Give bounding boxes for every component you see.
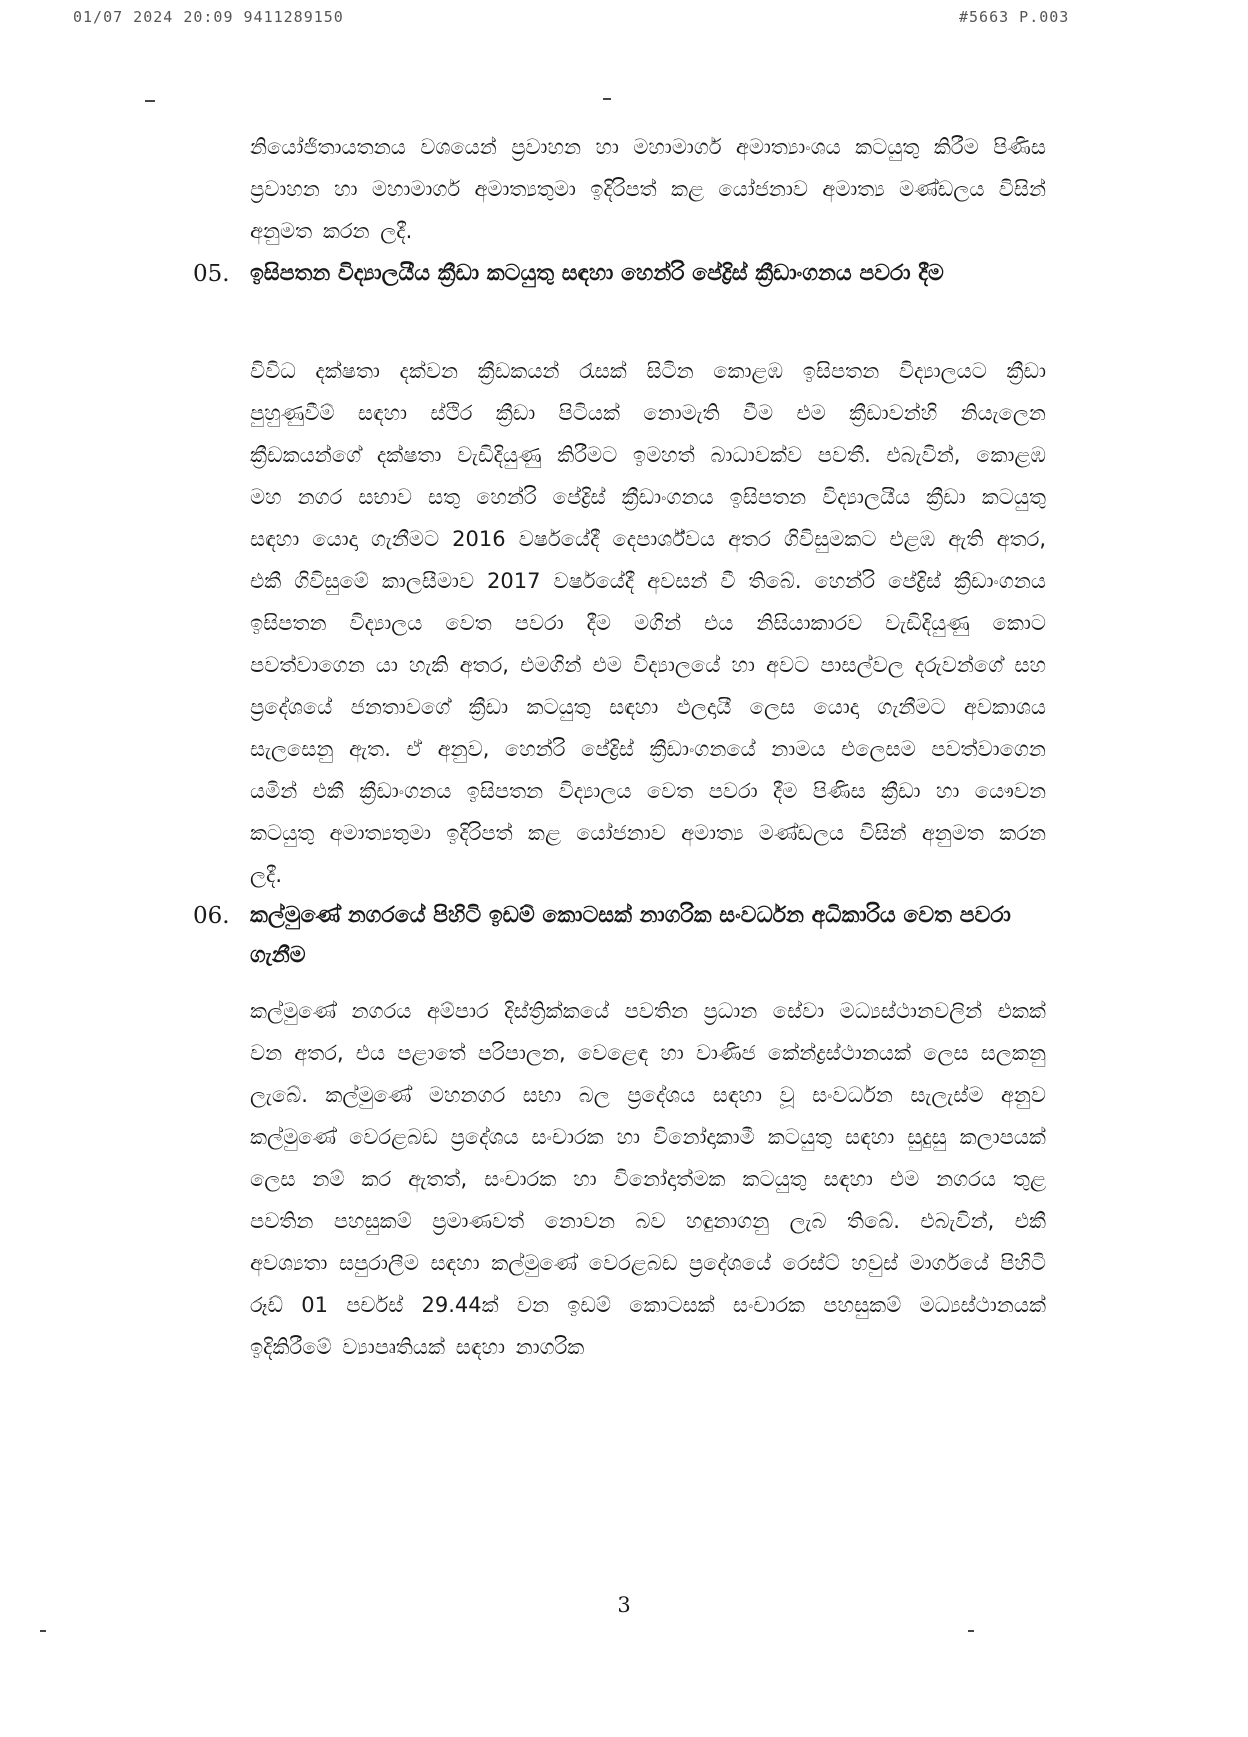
margin-mark-center: [603, 98, 611, 100]
section-title-06: කල්මුණේ නගරයේ පිහිටි ඉඩම් කොටසක් නාගරික සංවර්ධන අධිකාරිය වෙත පවරා ගැනීම: [250, 903, 1011, 968]
section-body-06: කල්මුණේ නගරය අම්පාර දිස්ත්‍රික්කයේ පවතින ප්‍රධාන සේවා මධ්‍යස්ථානවලින් එකක් වන අතර, එය පළාතේ පරිපාලන, වෙළෙඳ හා වාණිජ කේන්ද්‍රස්ථානයක් ලෙස සලකනු ලැබේ. කල්මුණේ මහනගර සභා බල ප්‍රදේශය සඳහා වූ සංවර්ධන සැලැස්ම අනුව කල්මුණේ වෙරළබඩ ප්‍රදේශය සංචාරක හා විනෝදාකාමී කටයුතු සඳහා සුදුසු කලාපයක් ලෙස නම් කර ඇතත්, සංචාරක හා විනෝදාත්මක කටයුතු සඳහා එම නගරය තුළ පවතින පහසුකම් ප්‍රමාණවත් නොවන බව හඳුනාගනු ලැබ තිබේ. එබැවින්, එකී අවශ්‍යතා සපුරාලීම සඳහා කල්මුණේ වෙරළබඩ ප්‍රදේශයේ රෙස්ට් හවුස් මාර්ගයේ පිහිටි රූඩ් 01 පර්චස් 29.44ක් වන ඉඩම් කොටසක් සංචාරක පහසුකම් මධ්‍යස්ථානයක් ඉදිකිරීමේ ව්‍යාපෘතියක් සඳහා නාගරික: [250, 999, 1046, 1359]
fax-date-time-number: 01/07 2024 20:09 9411289150: [73, 8, 344, 26]
footer-mark-right: [968, 1630, 974, 1632]
section-number-06: 06.: [193, 903, 230, 929]
fax-header: [0, 8, 1248, 32]
section-number-05: 05.: [193, 261, 230, 287]
footer-mark-left: [40, 1630, 46, 1632]
section-title-05: ඉසිපතන විද්‍යාලයීය ක්‍රීඩා කටයුතු සඳහා හෙන්රි පේද්‍රිස් ක්‍රීඩාංගනය පවරා දීම: [250, 261, 944, 286]
intro-paragraph: නියෝජිතායතනය වශයෙන් ප්‍රවාහන හා මහාමාර්ග අමාත්‍යාංශය කටයුතු කිරීම පිණිස ප්‍රවාහන හා මහාමාර්ග අමාත්‍යතුමා ඉදිරිපත් කළ යෝජනාව අමාත්‍ය මණ්ඩලය විසින් අනුමත කරන ලදී.: [250, 135, 1046, 243]
margin-mark-left: [145, 100, 155, 102]
fax-job-page-id: #5663 P.003: [959, 8, 1070, 26]
section-body-05: විවිධ දක්ෂතා දක්වන ක්‍රීඩකයන් රැසක් සිටින කොළඹ ඉසිපතන විද්‍යාලයට ක්‍රීඩා පුහුණුවීම් සඳහා ස්ථිර ක්‍රීඩා පිටියක් නොමැති වීම එම ක්‍රීඩාවන්හි නියැලෙන ක්‍රීඩකයන්ගේ දක්ෂතා වැඩිදියුණු කිරීමට ඉමහත් බාධාවක්ව පවතී. එබැවින්, කොළඹ මහ නගර සභාව සතු හෙන්රි පේද්‍රිස් ක්‍රීඩාංගනය ඉසිපතන විද්‍යාලයීය ක්‍රීඩා කටයුතු සඳහා යොදා ගැනීමට 2016 වර්ෂයේදී දෙපාර්ශ්වය අතර ගිවිසුමකට එළඹ ඇති අතර, එකී ගිවිසුමේ කාලසීමාව 2017 වර්ෂයේදී අවසන් වී තිබේ. හෙන්රි පේද්‍රිස් ක්‍රීඩාංගනය ඉසිපතන විද්‍යාලය වෙත පවරා දීම මගින් එය නිසියාකාරව වැඩිදියුණු කොට පවත්වාගෙන යා හැකි අතර, එමගින් එම විද්‍යාලයේ හා අවට පාසල්වල දරුවන්ගේ සහ ප්‍රදේශයේ ජනතාවගේ ක්‍රීඩා කටයුතු සඳහා ඵලදායී ලෙස යොදා ගැනීමට අවකාශය සැලසෙනු ඇත. ඒ අනුව, හෙන්රි පේද්‍රිස් ක්‍රීඩාංගනයේ නාමය එලෙසම පවත්වාගෙන යමින් එකී ක්‍රීඩාංගනය ඉසිපතන විද්‍යාලය වෙත පවරා දීම පිණිස ක්‍රීඩා හා යෞවන කටයුතු අමාත්‍යතුමා ඉදිරිපත් කළ යෝජනාව අමාත්‍ය මණ්ඩලය විසින් අනුමත කරන ලදී.: [250, 359, 1046, 887]
page-number: 3: [617, 1593, 631, 1617]
